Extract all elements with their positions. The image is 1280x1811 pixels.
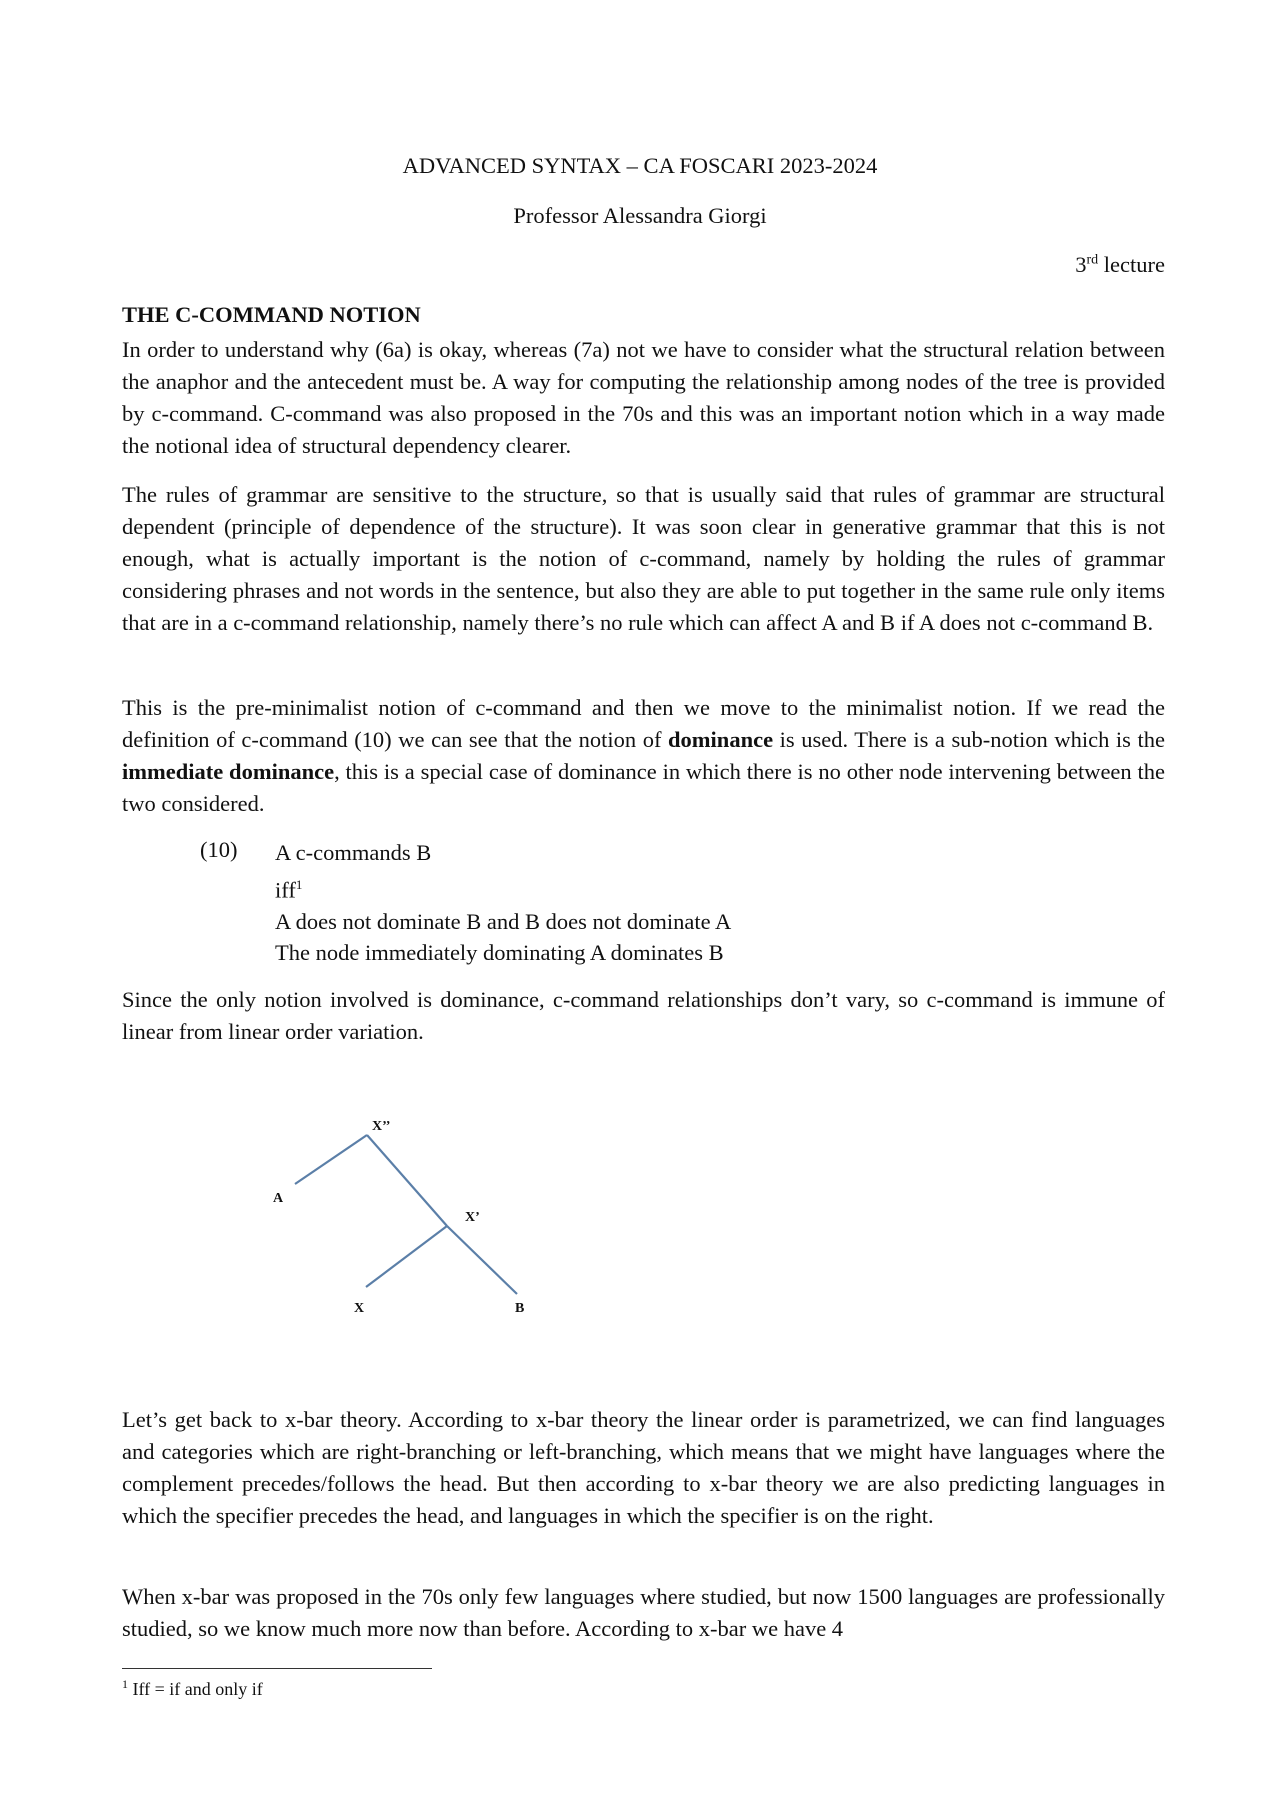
- course-title: ADVANCED SYNTAX – CA FOSCARI 2023-2024: [402, 153, 878, 178]
- term-immediate-dominance: immediate dominance: [122, 759, 335, 784]
- edge-bar-to-head: [366, 1226, 447, 1287]
- footnote-separator: [122, 1668, 432, 1669]
- paragraph-3-part-a: This is the pre-minimalist notion of c-command and then we move to the minimalist notion. If we read the definition of c-command (10) we can see that the notion of: [122, 695, 1165, 752]
- footnote: [122, 1677, 263, 1700]
- edge-root-to-bar: [367, 1135, 447, 1226]
- lecture-label: [1075, 252, 1165, 278]
- paragraph-3-part-e: , this is a special case of dominance in which there is no other node intervening between the two considered.: [122, 759, 1165, 816]
- term-dominance: dominance: [668, 727, 774, 752]
- paragraph-3-part-c: is used. There is a sub-notion which is the: [773, 727, 1166, 752]
- edge-bar-to-comp: [447, 1226, 517, 1294]
- example-line-3: A does not dominate B and B does not dominate A: [275, 908, 732, 934]
- node-head-label: X: [354, 1301, 365, 1316]
- section-heading: THE C-COMMAND NOTION: [122, 302, 421, 327]
- paragraph-4: Since the only notion involved is dominance, c-command relationships don’t vary, so c-command is immune of linear from linear order variation.: [122, 987, 1165, 1044]
- node-bar-label: X’: [465, 1210, 480, 1225]
- example-line-4: The node immediately dominating A dominates B: [275, 940, 724, 965]
- footnote-ref[interactable]: 1: [295, 876, 303, 892]
- edge-root-to-spec: [295, 1135, 367, 1184]
- example-iff: iff: [275, 877, 296, 902]
- node-comp-label: B: [515, 1301, 525, 1316]
- node-root-label: X’’: [372, 1119, 391, 1134]
- xbar-tree-diagram: [0, 1100, 700, 1340]
- professor-name: Professor Alessandra Giorgi: [513, 203, 767, 228]
- footnote-text: Iff = if and only if: [132, 1679, 263, 1699]
- paragraph-5: Let’s get back to x-bar theory. According to x-bar theory the linear order is parametrized, we can find languages and categories which are right-branching or left-branching, which means that we might have languages where the complement precedes/follows the head. But then according to x-bar theory we are also predicting languages in which the specifier precedes the head, and languages in which the specifier is on the right.: [122, 1407, 1165, 1528]
- paragraph-3: [122, 692, 1165, 820]
- example-line-2: [275, 869, 731, 906]
- paragraph-6: When x-bar was proposed in the 70s only few languages where studied, but now 1500 languages are professionally studied, so we know much more now than before. According to x-bar we have 4: [122, 1584, 1165, 1641]
- lecture-number: 3: [1075, 252, 1087, 277]
- node-spec-label: A: [273, 1191, 284, 1206]
- example-number: (10): [200, 837, 238, 862]
- paragraph-1: In order to understand why (6a) is okay, whereas (7a) not we have to consider what the structural relation between the anaphor and the antecedent must be. A way for computing the relationship among nodes of the tree is provided by c-command. C-command was also proposed in the 70s and this was an important notion which in a way made the notional idea of structural dependency clearer.: [122, 337, 1165, 458]
- lecture-ordinal: rd: [1086, 252, 1099, 268]
- paragraph-2: The rules of grammar are sensitive to the structure, so that is usually said that rules of grammar are structural dependent (principle of dependence of the structure). It was soon clear in generative grammar that this is not enough, what is actually important is the notion of c-command, namely by holding the rules of grammar considering phrases and not words in the sentence, but also they are able to put together in the same rule only items that are in a c-command relationship, namely there’s no rule which can affect A and B if A does not c-command B.: [122, 482, 1165, 635]
- footnote-marker: 1: [122, 1677, 128, 1691]
- example-definition: [275, 837, 731, 969]
- example-line-1: A c-commands B: [275, 840, 432, 865]
- lecture-word: lecture: [1103, 252, 1165, 277]
